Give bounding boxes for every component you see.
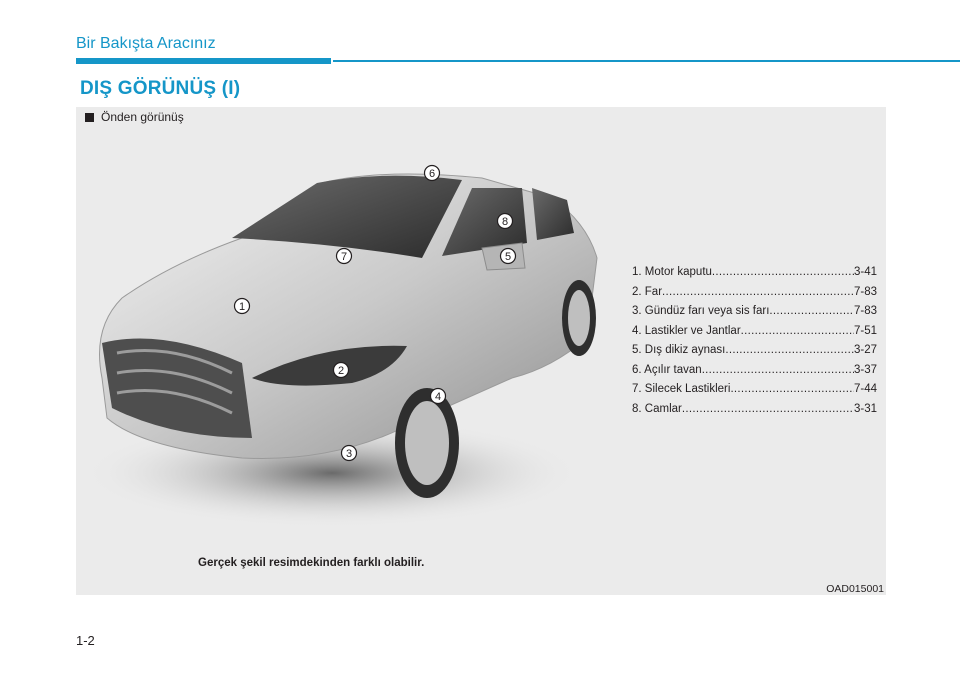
list-item — [632, 302, 877, 322]
callout-7: 7 — [340, 251, 348, 263]
list-item — [632, 283, 877, 303]
page-number: 1-2 — [76, 633, 95, 648]
item-label: 5. Dış dikiz aynası — [632, 344, 726, 356]
item-page: 3-37 — [853, 363, 877, 376]
item-page: 3-31 — [853, 402, 877, 415]
item-label: 1. Motor kaputu — [632, 266, 712, 278]
item-label: 2. Far — [632, 285, 663, 298]
item-page: 3-27 — [853, 344, 877, 356]
callout-3: 3 — [345, 448, 353, 460]
item-page: 7-83 — [853, 305, 877, 317]
header-rule-thick — [76, 58, 331, 64]
item-label: 3. Gündüz farı veya sis farı — [632, 305, 770, 317]
list-item — [632, 400, 877, 420]
item-label: 4. Lastikler ve Jantlar — [632, 324, 741, 337]
callout-6: 6 — [428, 168, 436, 180]
callout-5: 5 — [504, 251, 512, 263]
item-page: 3-41 — [853, 266, 877, 278]
list-item — [632, 361, 877, 381]
list-item — [632, 341, 877, 361]
list-item — [632, 322, 877, 342]
item-label: 7. Silecek Lastikleri — [632, 383, 731, 395]
component-list — [632, 263, 877, 419]
chapter-title: Bir Bakışta Aracınız — [76, 35, 216, 52]
list-item — [632, 380, 877, 400]
item-label: 8. Camlar — [632, 402, 682, 415]
item-label: 6. Açılır tavan — [632, 363, 702, 376]
list-item — [632, 263, 877, 283]
callout-8: 8 — [501, 216, 509, 228]
item-page: 7-51 — [853, 324, 877, 337]
disclaimer-note: Gerçek şekil resimdekinden farklı olabilir. — [198, 557, 425, 569]
section-title: DIŞ GÖRÜNÜŞ (I) — [80, 78, 241, 99]
callout-4: 4 — [434, 391, 442, 403]
item-page: 7-44 — [853, 383, 877, 395]
image-code: OAD015001 — [826, 583, 884, 595]
panel-title — [85, 110, 184, 124]
callout-1: 1 — [238, 301, 246, 313]
square-bullet-icon — [85, 113, 94, 122]
header-rule-thin — [333, 60, 960, 62]
callout-2: 2 — [337, 365, 345, 377]
car-illustration — [82, 128, 622, 548]
panel-title-text: Önden görünüş — [101, 110, 184, 124]
item-page: 7-83 — [853, 285, 877, 298]
